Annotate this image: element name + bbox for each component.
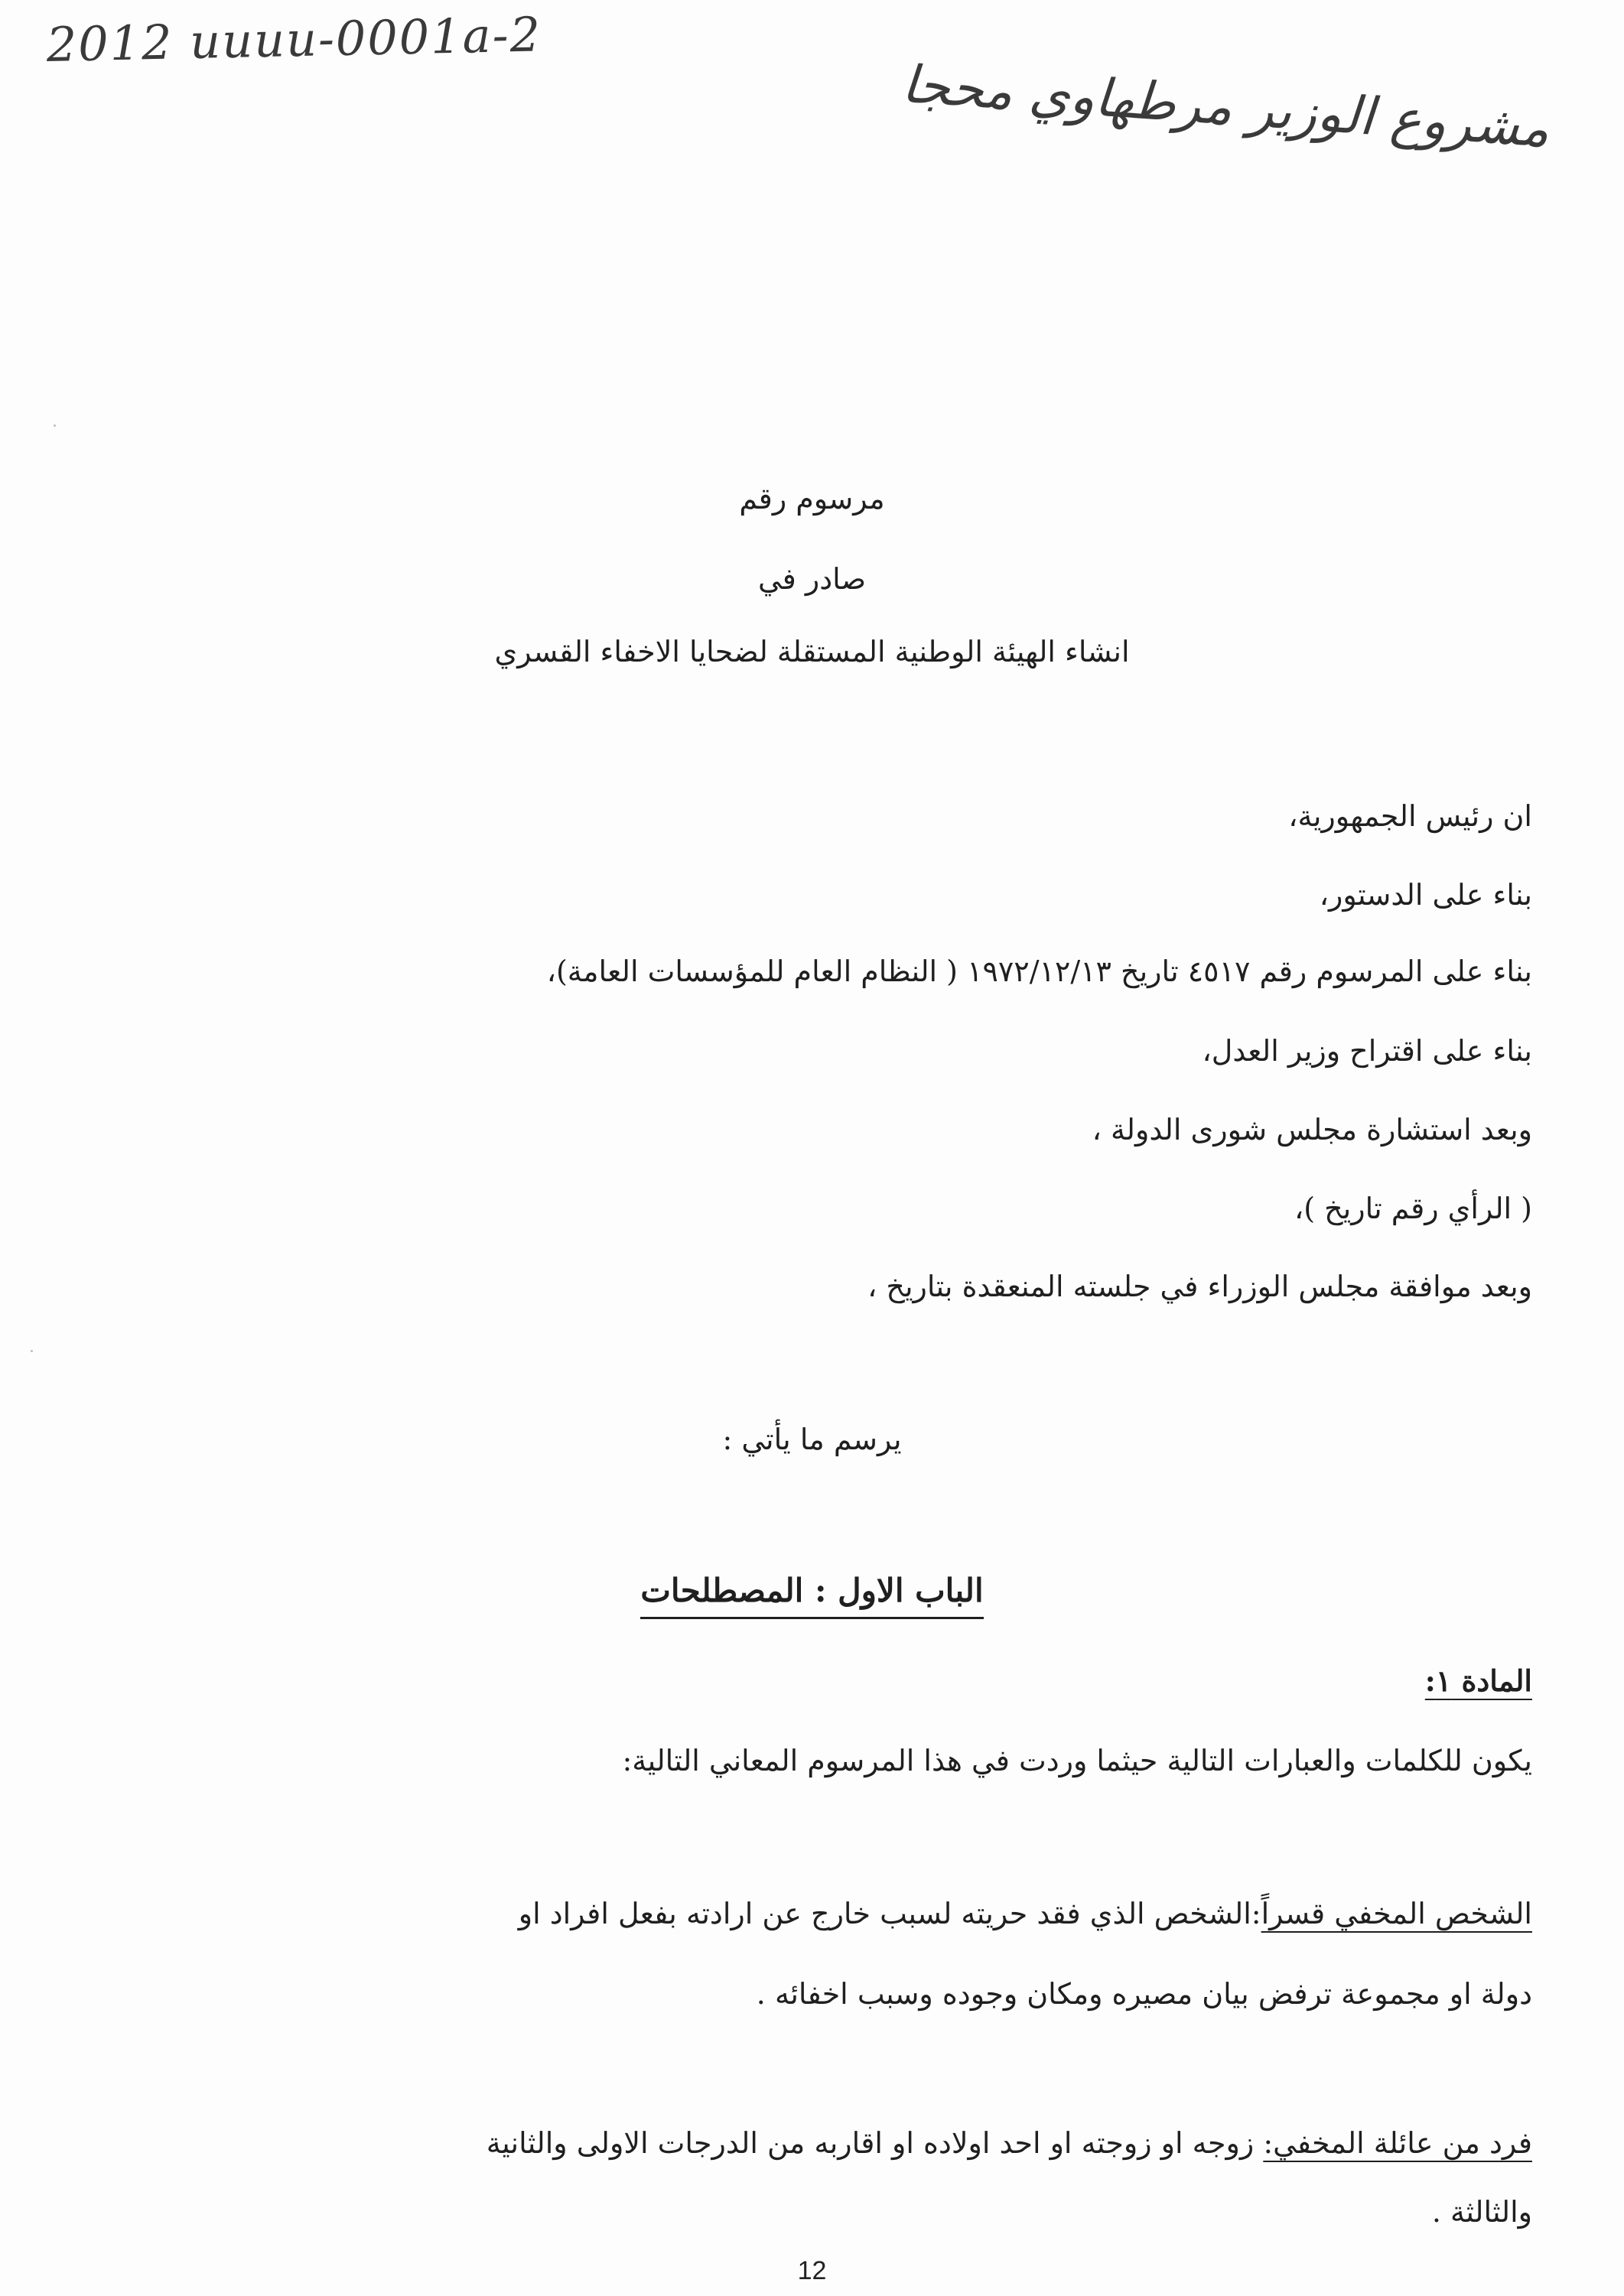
preamble-line: بناء على المرسوم رقم ٤٥١٧ تاريخ ١٩٧٢/١٢/١٣ ( النظام العام للمؤسسات العامة)، bbox=[546, 954, 1532, 988]
definition-text: :الشخص الذي فقد حريته لسبب خارج عن ارادته بفعل افراد او bbox=[518, 1897, 1261, 1930]
preamble-line: وبعد استشارة مجلس شورى الدولة ، bbox=[1092, 1113, 1532, 1146]
scan-speck bbox=[31, 1350, 33, 1352]
definition-term: الشخص المخفي قسراً bbox=[1261, 1897, 1532, 1930]
article-label-text: المادة ١: bbox=[1424, 1663, 1532, 1698]
preamble-line: ( الرأي رقم تاريخ )، bbox=[1294, 1192, 1532, 1225]
preamble-line: وبعد موافقة مجلس الوزراء في جلسته المنعقدة بتاريخ ، bbox=[867, 1270, 1532, 1303]
definition-term: فرد من عائلة المخفي: bbox=[1263, 2126, 1532, 2160]
definition-line: والثالثة . bbox=[1431, 2195, 1532, 2229]
article-intro: يكون للكلمات والعبارات التالية حيثما وردت في هذا المرسوم المعاني التالية: bbox=[622, 1744, 1532, 1777]
definition-line bbox=[487, 2126, 1532, 2160]
handwritten-note: مشروع الوزير مرطهاوي محجا bbox=[900, 54, 1551, 160]
scan-speck bbox=[54, 424, 56, 427]
issued-in: صادر في bbox=[757, 562, 867, 596]
definition-text: زوجه او زوجته او احد اولاده او اقاربه من الدرجات الاولى والثانية bbox=[486, 2126, 1264, 2160]
chapter-heading bbox=[0, 1572, 1624, 1609]
decree-line: يرسم ما يأتي : bbox=[722, 1423, 902, 1456]
handwritten-reference: 2012 uuuu-0001a-2 bbox=[46, 6, 542, 73]
preamble-line: بناء على اقتراح وزير العدل، bbox=[1202, 1034, 1532, 1068]
preamble-line: ان رئيس الجمهورية، bbox=[1288, 799, 1532, 833]
chapter-heading-text: الباب الاول : المصطلحات bbox=[640, 1572, 983, 1619]
decree-subject: انشاء الهيئة الوطنية المستقلة لضحايا الاخفاء القسري bbox=[494, 635, 1130, 668]
page-number: 12 bbox=[797, 2256, 827, 2285]
article-label bbox=[1425, 1663, 1532, 1698]
definition-line bbox=[519, 1897, 1532, 1930]
preamble-line: بناء على الدستور، bbox=[1319, 878, 1532, 912]
definition-line: دولة او مجموعة ترفض بيان مصيره ومكان وجوده وسبب اخفائه . bbox=[756, 1977, 1532, 2011]
decree-number: مرسوم رقم bbox=[739, 482, 885, 515]
